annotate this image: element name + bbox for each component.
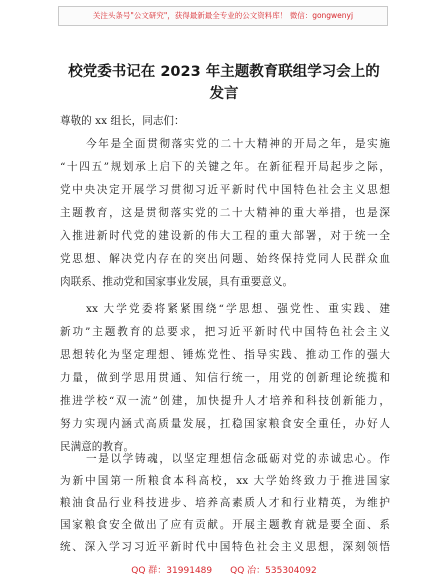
paragraph-3-line: 粮油食品行业科技进步、培养高素质人才和行业精英，为维护 — [60, 497, 390, 509]
footer-qq-group: QQ 群：31991489 — [131, 566, 213, 576]
paragraph-1-line: 党思想、解决党内存在的突出问题、始终保持党同人民群众血 — [60, 253, 390, 265]
salutation: 尊敬的 xx 组长，同志们： — [60, 115, 185, 127]
paragraph-3-line: 为新中国第一所粮食本科高校，xx 大学始终致力于推进国家 — [60, 475, 390, 487]
top-banner: 关注头条号"公文研究"，获得最新最全专业的公文资料库！ 微信：gongwenyj — [58, 6, 388, 26]
footer-qq-contact: QQ 冶：535304092 — [230, 566, 317, 576]
document-title-line-2: 发言 — [209, 86, 239, 102]
paragraph-1-line: “十四五”规划承上启下的关键之年。在新征程开局起步之际， — [60, 161, 390, 173]
paragraph-3-line: 统、深入学习习近平新时代中国特色社会主义思想，深刻领悟 — [60, 541, 390, 553]
paragraph-2-line: 努力实现内涵式高质量发展，扛稳国家粮食安全重任，办好人 — [60, 418, 390, 430]
paragraph-2-line: 思想转化为坚定理想、锤炼党性、指导实践、推动工作的强大 — [60, 349, 390, 361]
paragraph-3-line: 一是以学铸魂，以坚定理想信念砥砺对党的赤诚忠心。作 — [86, 453, 390, 465]
paragraph-1-line: 肉联系、推动党和国家事业发展，具有重要意义。 — [60, 276, 294, 288]
paragraph-1-line: 党中央决定开展学习贯彻习近平新时代中国特色社会主义思想 — [60, 184, 390, 196]
paragraph-2-line: 民满意的教育。 — [60, 441, 135, 453]
paragraph-2-line: 新功”主题教育的总要求，把习近平新时代中国特色社会主义 — [60, 326, 390, 338]
paragraph-2-line: xx 大学党委将紧紧围绕“学思想、强党性、重实践、建 — [86, 303, 390, 315]
paragraph-1-line: 入推进新时代党的建设新的伟大工程的重大部署，对于统一全 — [60, 230, 390, 242]
paragraph-2-line: 力量，做到学思用贯通、知信行统一，用党的创新理论统揽和 — [60, 372, 390, 384]
paragraph-2-line: 推进学校“双一流”创建，加快提升人才培养和科技创新能力， — [60, 395, 390, 407]
paragraph-3-line: 国家粮食安全做出了应有贡献。开展主题教育就是要全面、系 — [60, 519, 390, 531]
document-title-line-1: 校党委书记在 2023 年主题教育联组学习会上的 — [68, 64, 380, 80]
footer-contacts — [0, 563, 448, 576]
paragraph-1-line: 主题教育，这是贯彻落实党的二十大精神的重大举措，也是深 — [60, 207, 390, 219]
paragraph-1-line: 今年是全面贯彻落实党的二十大精神的开局之年，是实施 — [86, 138, 390, 150]
